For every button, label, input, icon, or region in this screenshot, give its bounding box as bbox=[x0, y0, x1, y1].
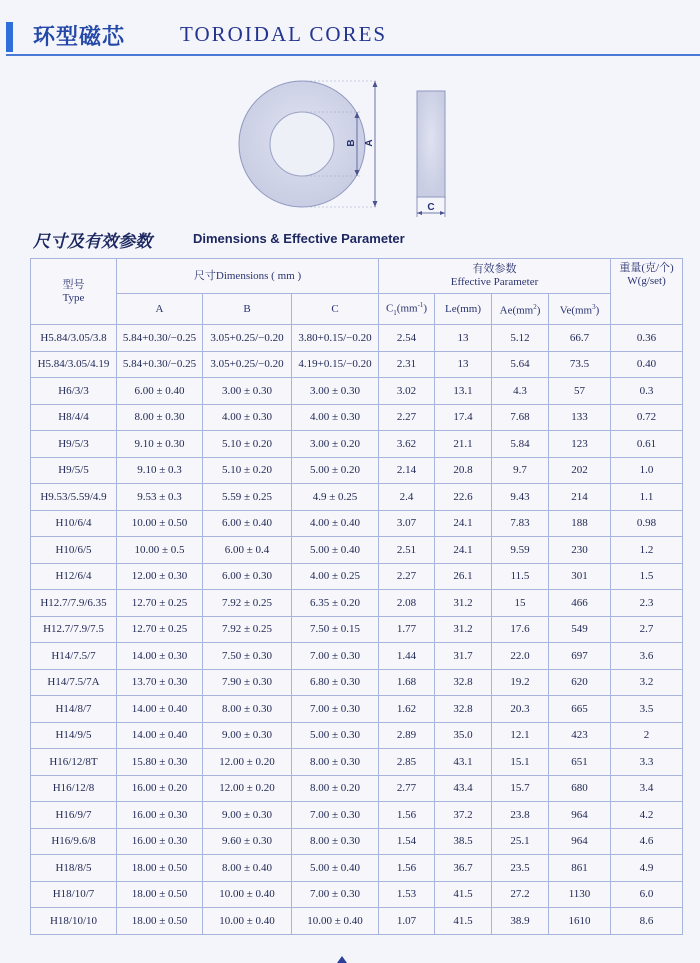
cell-weight: 8.6 bbox=[611, 908, 683, 935]
cell-c1: 1.77 bbox=[379, 616, 435, 643]
header-divider bbox=[6, 54, 700, 56]
cell-le: 13 bbox=[435, 351, 492, 378]
cell-c: 7.00 ± 0.30 bbox=[292, 881, 379, 908]
cell-a: 14.00 ± 0.40 bbox=[117, 722, 203, 749]
table-row bbox=[31, 775, 683, 802]
cell-le: 17.4 bbox=[435, 404, 492, 431]
cell-c: 6.35 ± 0.20 bbox=[292, 590, 379, 617]
cell-b: 10.00 ± 0.40 bbox=[203, 881, 292, 908]
cell-le: 41.5 bbox=[435, 908, 492, 935]
cell-ve: 1130 bbox=[549, 881, 611, 908]
cell-le: 31.7 bbox=[435, 643, 492, 670]
cell-ve: 57 bbox=[549, 378, 611, 405]
cell-b: 8.00 ± 0.40 bbox=[203, 855, 292, 882]
cell-weight: 3.6 bbox=[611, 643, 683, 670]
cell-ae: 11.5 bbox=[492, 563, 549, 590]
cell-a: 18.00 ± 0.50 bbox=[117, 855, 203, 882]
cell-le: 24.1 bbox=[435, 510, 492, 537]
header-dimensions: 尺寸Dimensions ( mm ) bbox=[117, 259, 379, 294]
cell-type: H16/9/7 bbox=[31, 802, 117, 829]
cell-c: 7.00 ± 0.30 bbox=[292, 802, 379, 829]
cell-c: 8.00 ± 0.20 bbox=[292, 775, 379, 802]
cell-weight: 0.40 bbox=[611, 351, 683, 378]
cell-le: 43.4 bbox=[435, 775, 492, 802]
header-ae: $Ae(mm^2)$ bbox=[492, 294, 549, 325]
cell-ae: 7.83 bbox=[492, 510, 549, 537]
section-title-en: Dimensions & Effective Parameter bbox=[193, 231, 405, 246]
cell-type: H10/6/5 bbox=[31, 537, 117, 564]
cell-c1: 2.85 bbox=[379, 749, 435, 776]
cell-c: 5.00 ± 0.40 bbox=[292, 537, 379, 564]
cell-weight: 0.72 bbox=[611, 404, 683, 431]
cell-weight: 0.36 bbox=[611, 325, 683, 352]
cell-type: H16/9.6/8 bbox=[31, 828, 117, 855]
cell-weight: 1.5 bbox=[611, 563, 683, 590]
cell-weight: 1.0 bbox=[611, 457, 683, 484]
header-type bbox=[31, 259, 117, 325]
cell-a: 12.00 ± 0.30 bbox=[117, 563, 203, 590]
cell-c: 7.50 ± 0.15 bbox=[292, 616, 379, 643]
cell-b: 5.59 ± 0.25 bbox=[203, 484, 292, 511]
cell-ve: 202 bbox=[549, 457, 611, 484]
cell-c1: 3.62 bbox=[379, 431, 435, 458]
cell-b: 7.50 ± 0.30 bbox=[203, 643, 292, 670]
header-a: A bbox=[117, 294, 203, 325]
cell-c: 4.9 ± 0.25 bbox=[292, 484, 379, 511]
cell-weight: 2.7 bbox=[611, 616, 683, 643]
cell-type: H16/12/8 bbox=[31, 775, 117, 802]
table-row bbox=[31, 855, 683, 882]
table-row bbox=[31, 643, 683, 670]
cell-c1: 1.62 bbox=[379, 696, 435, 723]
cell-weight: 4.9 bbox=[611, 855, 683, 882]
header-type-cn: 型号 bbox=[62, 278, 85, 291]
cell-le: 21.1 bbox=[435, 431, 492, 458]
cell-type: H12.7/7.9/6.35 bbox=[31, 590, 117, 617]
cell-weight: 4.2 bbox=[611, 802, 683, 829]
cell-ve: 665 bbox=[549, 696, 611, 723]
cell-ve: 123 bbox=[549, 431, 611, 458]
cell-type: H12/6/4 bbox=[31, 563, 117, 590]
dimension-b-label: B bbox=[346, 139, 357, 147]
page-title-en: TOROIDAL CORES bbox=[180, 22, 388, 46]
table-row bbox=[31, 749, 683, 776]
cell-weight: 4.6 bbox=[611, 828, 683, 855]
cell-b: 5.10 ± 0.20 bbox=[203, 431, 292, 458]
cell-a: 10.00 ± 0.5 bbox=[117, 537, 203, 564]
cell-ve: 549 bbox=[549, 616, 611, 643]
ring-side-view bbox=[417, 91, 445, 197]
cell-weight: 0.98 bbox=[611, 510, 683, 537]
cell-a: 6.00 ± 0.40 bbox=[117, 378, 203, 405]
cell-b: 9.00 ± 0.30 bbox=[203, 722, 292, 749]
cell-type: H18/10/7 bbox=[31, 881, 117, 908]
cell-c1: 1.44 bbox=[379, 643, 435, 670]
cell-c1: 2.08 bbox=[379, 590, 435, 617]
cell-b: 3.05+0.25/−0.20 bbox=[203, 351, 292, 378]
cell-type: H14/9/5 bbox=[31, 722, 117, 749]
table-row bbox=[31, 378, 683, 405]
cell-b: 5.10 ± 0.20 bbox=[203, 457, 292, 484]
cell-c1: 3.02 bbox=[379, 378, 435, 405]
cell-le: 32.8 bbox=[435, 669, 492, 696]
cell-le: 43.1 bbox=[435, 749, 492, 776]
cell-ve: 861 bbox=[549, 855, 611, 882]
cell-b: 8.00 ± 0.30 bbox=[203, 696, 292, 723]
cell-ve: 66.7 bbox=[549, 325, 611, 352]
header-c1: $C_1(mm^{-1})$ bbox=[379, 294, 435, 325]
cell-c1: 2.77 bbox=[379, 775, 435, 802]
table-row bbox=[31, 669, 683, 696]
cell-ae: 27.2 bbox=[492, 881, 549, 908]
cell-c1: 2.31 bbox=[379, 351, 435, 378]
cell-b: 6.00 ± 0.4 bbox=[203, 537, 292, 564]
cell-weight: 0.61 bbox=[611, 431, 683, 458]
cell-ae: 23.5 bbox=[492, 855, 549, 882]
cell-ve: 1610 bbox=[549, 908, 611, 935]
cell-c: 4.19+0.15/−0.20 bbox=[292, 351, 379, 378]
cell-ae: 22.0 bbox=[492, 643, 549, 670]
cell-a: 9.10 ± 0.3 bbox=[117, 457, 203, 484]
cell-ae: 9.59 bbox=[492, 537, 549, 564]
header-c: C bbox=[292, 294, 379, 325]
cell-c1: 2.54 bbox=[379, 325, 435, 352]
cell-le: 24.1 bbox=[435, 537, 492, 564]
cell-ae: 9.43 bbox=[492, 484, 549, 511]
dimension-c-label: C bbox=[427, 202, 435, 213]
cell-c: 5.00 ± 0.40 bbox=[292, 855, 379, 882]
cell-a: 8.00 ± 0.30 bbox=[117, 404, 203, 431]
table-row bbox=[31, 696, 683, 723]
cell-a: 14.00 ± 0.30 bbox=[117, 643, 203, 670]
header-weight-cn: 重量(克/个) bbox=[619, 262, 674, 274]
cell-c1: 1.56 bbox=[379, 855, 435, 882]
table-row bbox=[31, 404, 683, 431]
cell-ve: 620 bbox=[549, 669, 611, 696]
cell-le: 13.1 bbox=[435, 378, 492, 405]
cell-ve: 466 bbox=[549, 590, 611, 617]
cell-le: 13 bbox=[435, 325, 492, 352]
cell-c1: 2.51 bbox=[379, 537, 435, 564]
table-row bbox=[31, 881, 683, 908]
cell-le: 31.2 bbox=[435, 590, 492, 617]
cell-a: 15.80 ± 0.30 bbox=[117, 749, 203, 776]
cell-ae: 5.12 bbox=[492, 325, 549, 352]
cell-type: H14/7.5/7 bbox=[31, 643, 117, 670]
spec-table bbox=[30, 258, 683, 935]
dimension-a-label: A bbox=[364, 139, 375, 147]
cell-c: 4.00 ± 0.25 bbox=[292, 563, 379, 590]
cell-weight: 3.4 bbox=[611, 775, 683, 802]
cell-le: 38.5 bbox=[435, 828, 492, 855]
cell-weight: 6.0 bbox=[611, 881, 683, 908]
ring-hole bbox=[270, 112, 334, 176]
cell-c: 7.00 ± 0.30 bbox=[292, 696, 379, 723]
cell-b: 12.00 ± 0.20 bbox=[203, 749, 292, 776]
spec-table-body bbox=[31, 325, 683, 935]
cell-c1: 2.27 bbox=[379, 563, 435, 590]
cell-b: 7.92 ± 0.25 bbox=[203, 616, 292, 643]
cell-c: 8.00 ± 0.30 bbox=[292, 749, 379, 776]
cell-c1: 1.56 bbox=[379, 802, 435, 829]
table-row bbox=[31, 351, 683, 378]
cell-le: 41.5 bbox=[435, 881, 492, 908]
cell-ae: 15 bbox=[492, 590, 549, 617]
page-marker bbox=[337, 956, 347, 963]
header-weight bbox=[611, 259, 683, 325]
cell-b: 4.00 ± 0.30 bbox=[203, 404, 292, 431]
cell-b: 9.00 ± 0.30 bbox=[203, 802, 292, 829]
cell-ae: 25.1 bbox=[492, 828, 549, 855]
cell-ve: 301 bbox=[549, 563, 611, 590]
cell-le: 26.1 bbox=[435, 563, 492, 590]
cell-le: 20.8 bbox=[435, 457, 492, 484]
cell-type: H5.84/3.05/3.8 bbox=[31, 325, 117, 352]
header-effective-en: Effective Parameter bbox=[450, 276, 539, 288]
cell-ve: 423 bbox=[549, 722, 611, 749]
toroid-diagram bbox=[200, 75, 500, 225]
cell-ae: 23.8 bbox=[492, 802, 549, 829]
cell-c1: 1.07 bbox=[379, 908, 435, 935]
cell-c: 3.00 ± 0.20 bbox=[292, 431, 379, 458]
cell-b: 12.00 ± 0.20 bbox=[203, 775, 292, 802]
cell-ve: 214 bbox=[549, 484, 611, 511]
header-ve: $Ve(mm^3)$ bbox=[549, 294, 611, 325]
cell-a: 10.00 ± 0.50 bbox=[117, 510, 203, 537]
cell-b: 9.60 ± 0.30 bbox=[203, 828, 292, 855]
cell-weight: 0.3 bbox=[611, 378, 683, 405]
cell-weight: 2.3 bbox=[611, 590, 683, 617]
cell-c: 3.80+0.15/−0.20 bbox=[292, 325, 379, 352]
cell-type: H10/6/4 bbox=[31, 510, 117, 537]
cell-type: H14/7.5/7A bbox=[31, 669, 117, 696]
cell-type: H6/3/3 bbox=[31, 378, 117, 405]
table-row bbox=[31, 325, 683, 352]
cell-le: 37.2 bbox=[435, 802, 492, 829]
cell-ae: 5.64 bbox=[492, 351, 549, 378]
table-row bbox=[31, 484, 683, 511]
cell-ae: 5.84 bbox=[492, 431, 549, 458]
cell-ve: 651 bbox=[549, 749, 611, 776]
cell-c: 5.00 ± 0.30 bbox=[292, 722, 379, 749]
table-row bbox=[31, 431, 683, 458]
cell-type: H16/12/8T bbox=[31, 749, 117, 776]
cell-weight: 1.1 bbox=[611, 484, 683, 511]
cell-a: 18.00 ± 0.50 bbox=[117, 908, 203, 935]
cell-le: 31.2 bbox=[435, 616, 492, 643]
cell-c: 3.00 ± 0.30 bbox=[292, 378, 379, 405]
cell-ae: 20.3 bbox=[492, 696, 549, 723]
cell-type: H12.7/7.9/7.5 bbox=[31, 616, 117, 643]
cell-c1: 1.68 bbox=[379, 669, 435, 696]
cell-ve: 964 bbox=[549, 802, 611, 829]
header-type-en: Type bbox=[62, 291, 85, 304]
cell-a: 9.53 ± 0.3 bbox=[117, 484, 203, 511]
header-weight-en: W(g/set) bbox=[627, 275, 666, 287]
cell-weight: 2 bbox=[611, 722, 683, 749]
cell-ve: 133 bbox=[549, 404, 611, 431]
table-row bbox=[31, 616, 683, 643]
page-header bbox=[0, 0, 700, 60]
cell-ve: 188 bbox=[549, 510, 611, 537]
cell-le: 36.7 bbox=[435, 855, 492, 882]
cell-ae: 17.6 bbox=[492, 616, 549, 643]
spec-table-wrap bbox=[30, 258, 682, 935]
page-title-cn: 环型磁芯 bbox=[33, 25, 126, 50]
cell-weight: 1.2 bbox=[611, 537, 683, 564]
table-row bbox=[31, 537, 683, 564]
cell-c: 10.00 ± 0.40 bbox=[292, 908, 379, 935]
cell-ve: 230 bbox=[549, 537, 611, 564]
cell-a: 12.70 ± 0.25 bbox=[117, 590, 203, 617]
cell-a: 18.00 ± 0.50 bbox=[117, 881, 203, 908]
cell-b: 10.00 ± 0.40 bbox=[203, 908, 292, 935]
cell-a: 13.70 ± 0.30 bbox=[117, 669, 203, 696]
cell-b: 3.05+0.25/−0.20 bbox=[203, 325, 292, 352]
cell-b: 7.90 ± 0.30 bbox=[203, 669, 292, 696]
table-row bbox=[31, 510, 683, 537]
table-row bbox=[31, 802, 683, 829]
cell-a: 9.10 ± 0.30 bbox=[117, 431, 203, 458]
cell-le: 22.6 bbox=[435, 484, 492, 511]
cell-a: 5.84+0.30/−0.25 bbox=[117, 351, 203, 378]
table-row bbox=[31, 457, 683, 484]
cell-type: H5.84/3.05/4.19 bbox=[31, 351, 117, 378]
table-row bbox=[31, 563, 683, 590]
table-row bbox=[31, 828, 683, 855]
cell-weight: 3.5 bbox=[611, 696, 683, 723]
cell-a: 16.00 ± 0.30 bbox=[117, 828, 203, 855]
cell-type: H9/5/3 bbox=[31, 431, 117, 458]
cell-ve: 73.5 bbox=[549, 351, 611, 378]
header-effective bbox=[379, 259, 611, 294]
cell-ae: 7.68 bbox=[492, 404, 549, 431]
cell-c: 8.00 ± 0.30 bbox=[292, 828, 379, 855]
cell-ve: 697 bbox=[549, 643, 611, 670]
cell-a: 14.00 ± 0.40 bbox=[117, 696, 203, 723]
cell-le: 35.0 bbox=[435, 722, 492, 749]
cell-type: H9/5/5 bbox=[31, 457, 117, 484]
table-row bbox=[31, 722, 683, 749]
cell-c1: 2.4 bbox=[379, 484, 435, 511]
cell-a: 5.84+0.30/−0.25 bbox=[117, 325, 203, 352]
cell-b: 6.00 ± 0.40 bbox=[203, 510, 292, 537]
cell-ae: 15.1 bbox=[492, 749, 549, 776]
cell-ae: 4.3 bbox=[492, 378, 549, 405]
cell-c: 5.00 ± 0.20 bbox=[292, 457, 379, 484]
cell-ae: 15.7 bbox=[492, 775, 549, 802]
header-effective-cn: 有效参数 bbox=[472, 263, 517, 275]
cell-le: 32.8 bbox=[435, 696, 492, 723]
cell-c1: 3.07 bbox=[379, 510, 435, 537]
table-row bbox=[31, 590, 683, 617]
cell-b: 3.00 ± 0.30 bbox=[203, 378, 292, 405]
cell-ae: 19.2 bbox=[492, 669, 549, 696]
cell-b: 7.92 ± 0.25 bbox=[203, 590, 292, 617]
cell-type: H18/10/10 bbox=[31, 908, 117, 935]
cell-weight: 3.3 bbox=[611, 749, 683, 776]
cell-b: 6.00 ± 0.30 bbox=[203, 563, 292, 590]
section-title-cn: 尺寸及有效参数 bbox=[33, 232, 152, 252]
cell-type: H8/4/4 bbox=[31, 404, 117, 431]
header-le: Le(mm) bbox=[435, 294, 492, 325]
cell-c: 6.80 ± 0.30 bbox=[292, 669, 379, 696]
cell-c1: 2.27 bbox=[379, 404, 435, 431]
header-b: B bbox=[203, 294, 292, 325]
cell-c: 7.00 ± 0.30 bbox=[292, 643, 379, 670]
cell-c: 4.00 ± 0.40 bbox=[292, 510, 379, 537]
cell-ae: 12.1 bbox=[492, 722, 549, 749]
cell-type: H9.53/5.59/4.9 bbox=[31, 484, 117, 511]
cell-ae: 38.9 bbox=[492, 908, 549, 935]
header-accent-bar bbox=[6, 22, 13, 52]
cell-ve: 964 bbox=[549, 828, 611, 855]
cell-c1: 2.89 bbox=[379, 722, 435, 749]
cell-c1: 1.53 bbox=[379, 881, 435, 908]
cell-c1: 1.54 bbox=[379, 828, 435, 855]
cell-type: H14/8/7 bbox=[31, 696, 117, 723]
cell-c1: 2.14 bbox=[379, 457, 435, 484]
cell-type: H18/8/5 bbox=[31, 855, 117, 882]
cell-c: 4.00 ± 0.30 bbox=[292, 404, 379, 431]
cell-a: 16.00 ± 0.30 bbox=[117, 802, 203, 829]
cell-weight: 3.2 bbox=[611, 669, 683, 696]
cell-a: 16.00 ± 0.20 bbox=[117, 775, 203, 802]
table-row bbox=[31, 908, 683, 935]
cell-ve: 680 bbox=[549, 775, 611, 802]
cell-ae: 9.7 bbox=[492, 457, 549, 484]
cell-a: 12.70 ± 0.25 bbox=[117, 616, 203, 643]
